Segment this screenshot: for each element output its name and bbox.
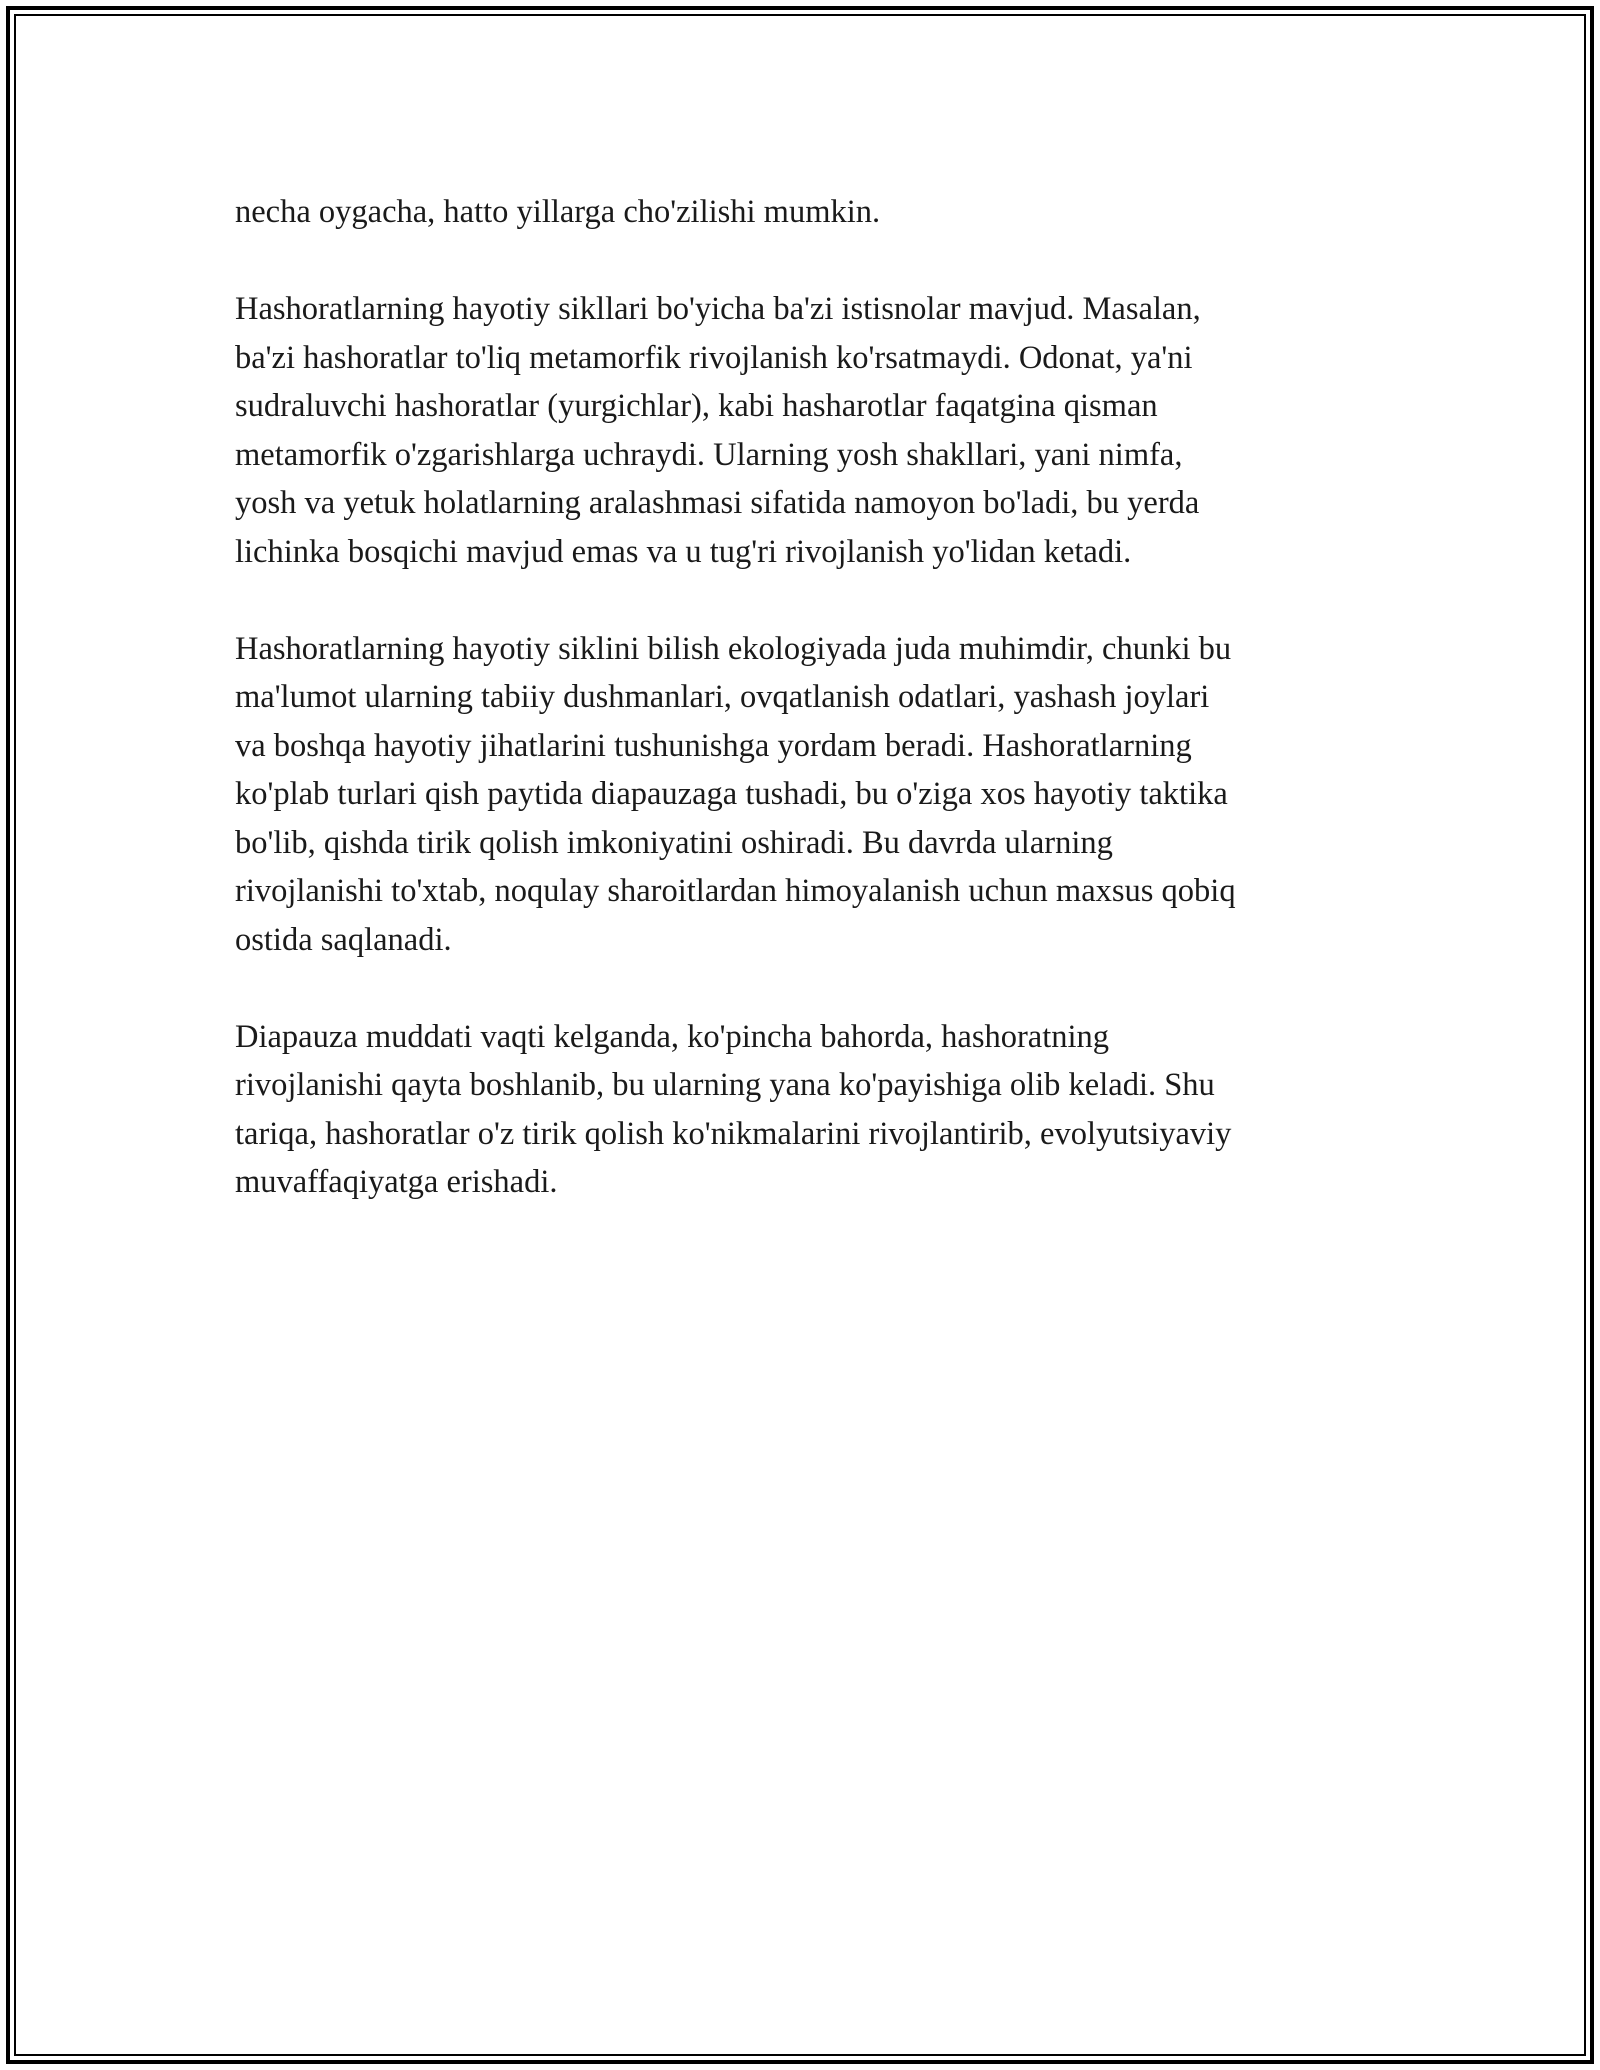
paragraph-3: Hashoratlarning hayotiy siklini bilish ekologiyada juda muhimdir, chunki bu ma'lumot ularning tabiiy dushmanlari, ovqatlanish odatlari, yashash joylari va boshqa hayotiy jihatlarini tushunishga yordam beradi. Hashoratlarning ko'plab turlari qish paytida diapauzaga tushadi, bu o'ziga xos hayotiy taktika bo'lib, qishda tirik qolish imkoniyatini oshiradi. Bu davrda ularning rivojlanishi to'xtab, noqulay sharoitlardan himoyalanish uchun maxsus qobiq ostida saqlanadi. [235,630,1236,958]
paragraph-1: necha oygacha, hatto yillarga cho'zilishi mumkin. [235,194,881,230]
paragraph-4: Diapauza muddati vaqti kelganda, ko'pincha bahorda, hashoratning rivojlanishi qayta boshlanib, bu ularning yana ko'payishiga olib keladi. Shu tariqa, hashoratlar o'z tirik qolish ko'nikmalarini rivojlantirib, evolyutsiyaviy muvaffaqiyatga erishadi. [235,1018,1232,1200]
paragraph-2: Hashoratlarning hayotiy sikllari bo'yicha ba'zi istisnolar mavjud. Masalan, ba'zi hashoratlar to'liq metamorfik rivojlanish ko'rsatmaydi. Odonat, ya'ni sudraluvchi hashoratlar (yurgichlar), kabi hasharotlar faqatgina qisman metamorfik o'zgarishlarga uchraydi. Ularning yosh shakllari, yani nimfa, yosh va yetuk holatlarning aralashmasi sifatida namoyon bo'ladi, bu yerda lichinka bosqichi mavjud emas va u tug'ri rivojlanish yo'lidan ketadi. [235,291,1201,570]
document-body [235,188,1375,1255]
